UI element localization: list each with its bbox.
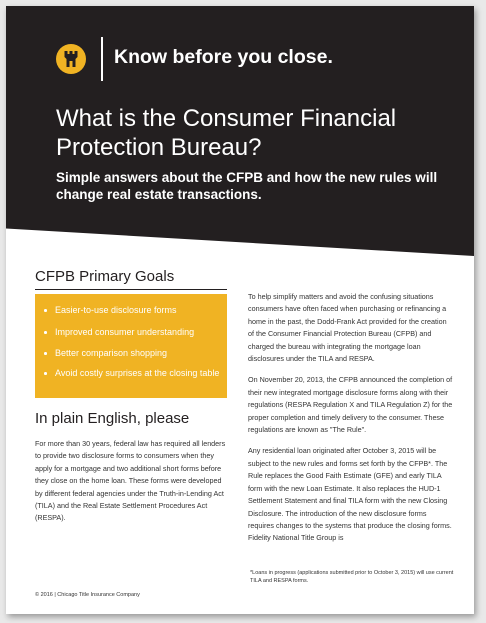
page-subtitle: Simple answers about the CFPB and how the new rules will change real estate transactions.: [56, 170, 438, 202]
paragraph-residential: Any residential loan originated after October 3, 2015 will be subject to the new rules and forms set forth by the CFPB*. The Rule replaces the Good Faith Estimate (GFE) and early TILA form with the new Loan Estimate. It also replaces the HUD-1 Settlement Statement and final TILA form with the new Closing Disclosure. The introduction of the new disclosure forms requires changes to the systems that produce the closing forms. Fidelity National Title Group is: [248, 446, 452, 543]
bullet-icon: [44, 352, 47, 355]
paragraph-simplify: To help simplify matters and avoid the confusing situations consumers have often faced when purchasing or refinancing a home in the past, the Dodd-Frank Act provided for the creation of the Consumer Financial Protection Bureau (CFPB) and charged the bureau with integrating the mortgage loan disclosures under the TILA and RESPA.: [248, 292, 447, 364]
copyright: © 2016 | Chicago Title Insurance Company: [35, 592, 140, 598]
castle-tower-logo-icon: [56, 44, 86, 74]
plain-english-heading: In plain English, please: [35, 410, 190, 427]
plain-english-body: For more than 30 years, federal law has required all lenders to provide two disclosure forms to consumers when they apply for a mortgage and two additional short forms before they close on the home loan. These forms were developed by different federal agencies under the Truth-in-Lending Act (TILA) and the Real Estate Settlement Procedures Act (RESPA).: [35, 439, 226, 523]
goal-text: Improved consumer understanding: [55, 327, 195, 337]
goal-text: Easier-to-use disclosure forms: [55, 305, 177, 315]
goals-heading: CFPB Primary Goals: [35, 268, 175, 285]
goal-text: Avoid costly surprises at the closing table: [55, 368, 220, 378]
goals-heading-rule: [35, 289, 227, 290]
goals-box: [35, 294, 227, 398]
bullet-icon: [44, 372, 47, 375]
goal-text: Better comparison shopping: [55, 348, 168, 358]
bullet-icon: [44, 331, 47, 334]
page-title: What is the Consumer Financial Protection Bureau?: [56, 105, 397, 161]
document-page: [6, 6, 474, 614]
paragraph-november: On November 20, 2013, the CFPB announced the completion of their new integrated mortgage disclosure forms along with their regulations (RESPA Regulation X and TILA Regulation Z) for the proper completion and timely delivery to the consumer. These regulations are known as "The Rule".: [248, 375, 453, 435]
right-column: [248, 291, 454, 554]
header-divider: [101, 37, 103, 81]
footnote: *Loans in progress (applications submitted prior to October 3, 2015) will use current TILA and RESPA forms.: [250, 570, 454, 584]
bullet-icon: [44, 309, 47, 312]
tagline: Know before you close.: [114, 46, 333, 68]
